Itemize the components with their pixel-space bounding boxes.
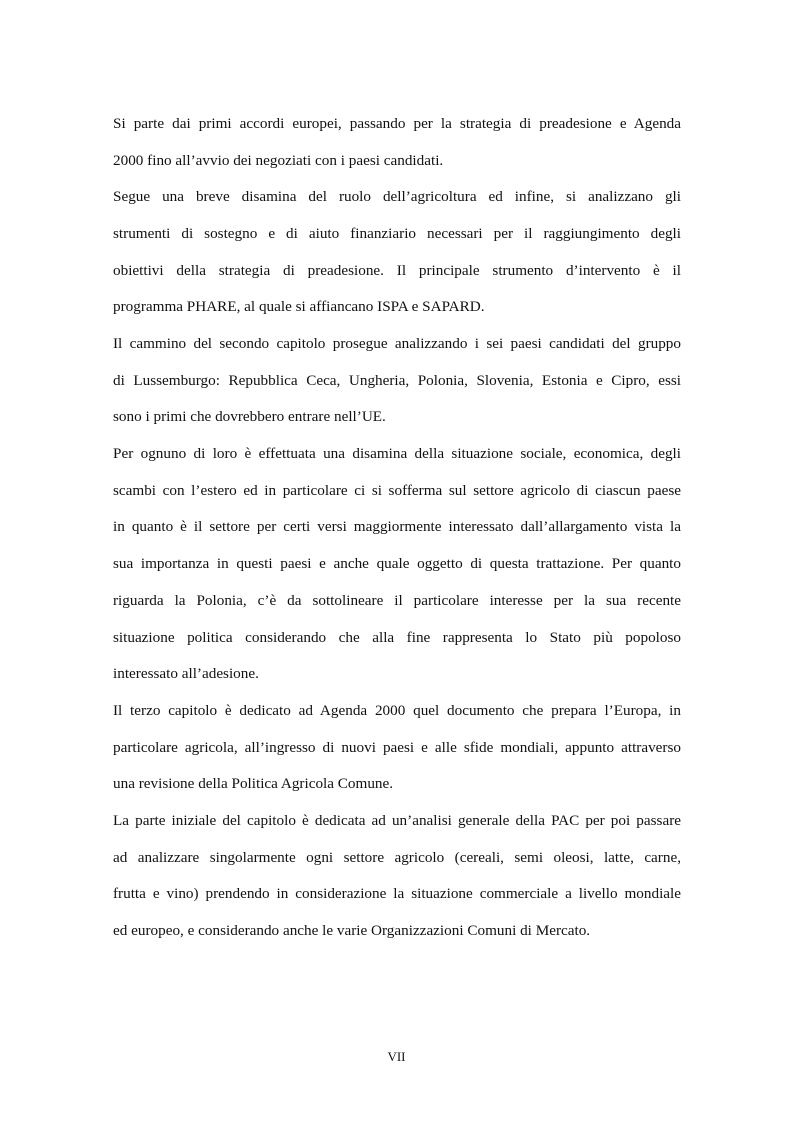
text-line: Per ognuno di loro è effettuata una disamina della situazione sociale, economica, degli: [113, 445, 681, 462]
text-line: sua importanza in questi paesi e anche quale oggetto di questa trattazione. Per quanto: [113, 555, 681, 572]
text-line: Segue una breve disamina del ruolo dell’agricoltura ed infine, si analizzano gli: [113, 188, 681, 205]
text-line: Si parte dai primi accordi europei, passando per la strategia di preadesione e Agenda: [113, 115, 681, 132]
text-line: di Lussemburgo: Repubblica Ceca, Ungheria, Polonia, Slovenia, Estonia e Cipro, essi: [113, 372, 681, 389]
text-line: sono i primi che dovrebbero entrare nell’UE.: [113, 408, 386, 425]
page-number: VII: [387, 1049, 406, 1064]
text-line: in quanto è il settore per certi versi maggiormente interessato dall’allargamento vista la: [113, 518, 681, 535]
text-line: programma PHARE, al quale si affiancano ISPA e SAPARD.: [113, 298, 485, 315]
text-line: Il terzo capitolo è dedicato ad Agenda 2000 quel documento che prepara l’Europa, in: [113, 702, 681, 719]
text-line: obiettivi della strategia di preadesione. Il principale strumento d’intervento è il: [113, 262, 681, 279]
text-line: La parte iniziale del capitolo è dedicata ad un’analisi generale della PAC per poi passare: [113, 812, 681, 829]
text-line: Il cammino del secondo capitolo prosegue analizzando i sei paesi candidati del gruppo: [113, 335, 681, 352]
text-line: riguarda la Polonia, c’è da sottolineare il particolare interesse per la sua recente: [113, 592, 681, 609]
text-line: interessato all’adesione.: [113, 665, 259, 682]
text-line: scambi con l’estero ed in particolare ci si sofferma sul settore agricolo di ciascun paese: [113, 482, 681, 499]
text-line: particolare agricola, all’ingresso di nuovi paesi e alle sfide mondiali, appunto attraverso: [113, 739, 681, 756]
text-line: 2000 fino all’avvio dei negoziati con i paesi candidati.: [113, 152, 444, 169]
text-line: ad analizzare singolarmente ogni settore agricolo (cereali, semi oleosi, latte, carne,: [113, 849, 681, 866]
text-line: ed europeo, e considerando anche le varie Organizzazioni Comuni di Mercato.: [113, 922, 591, 939]
text-line: frutta e vino) prendendo in considerazione la situazione commerciale a livello mondiale: [113, 885, 681, 902]
text-line: strumenti di sostegno e di aiuto finanziario necessari per il raggiungimento degli: [113, 225, 681, 242]
text-line: situazione politica considerando che alla fine rappresenta lo Stato più popoloso: [113, 629, 681, 646]
text-line: una revisione della Politica Agricola Comune.: [113, 775, 394, 792]
